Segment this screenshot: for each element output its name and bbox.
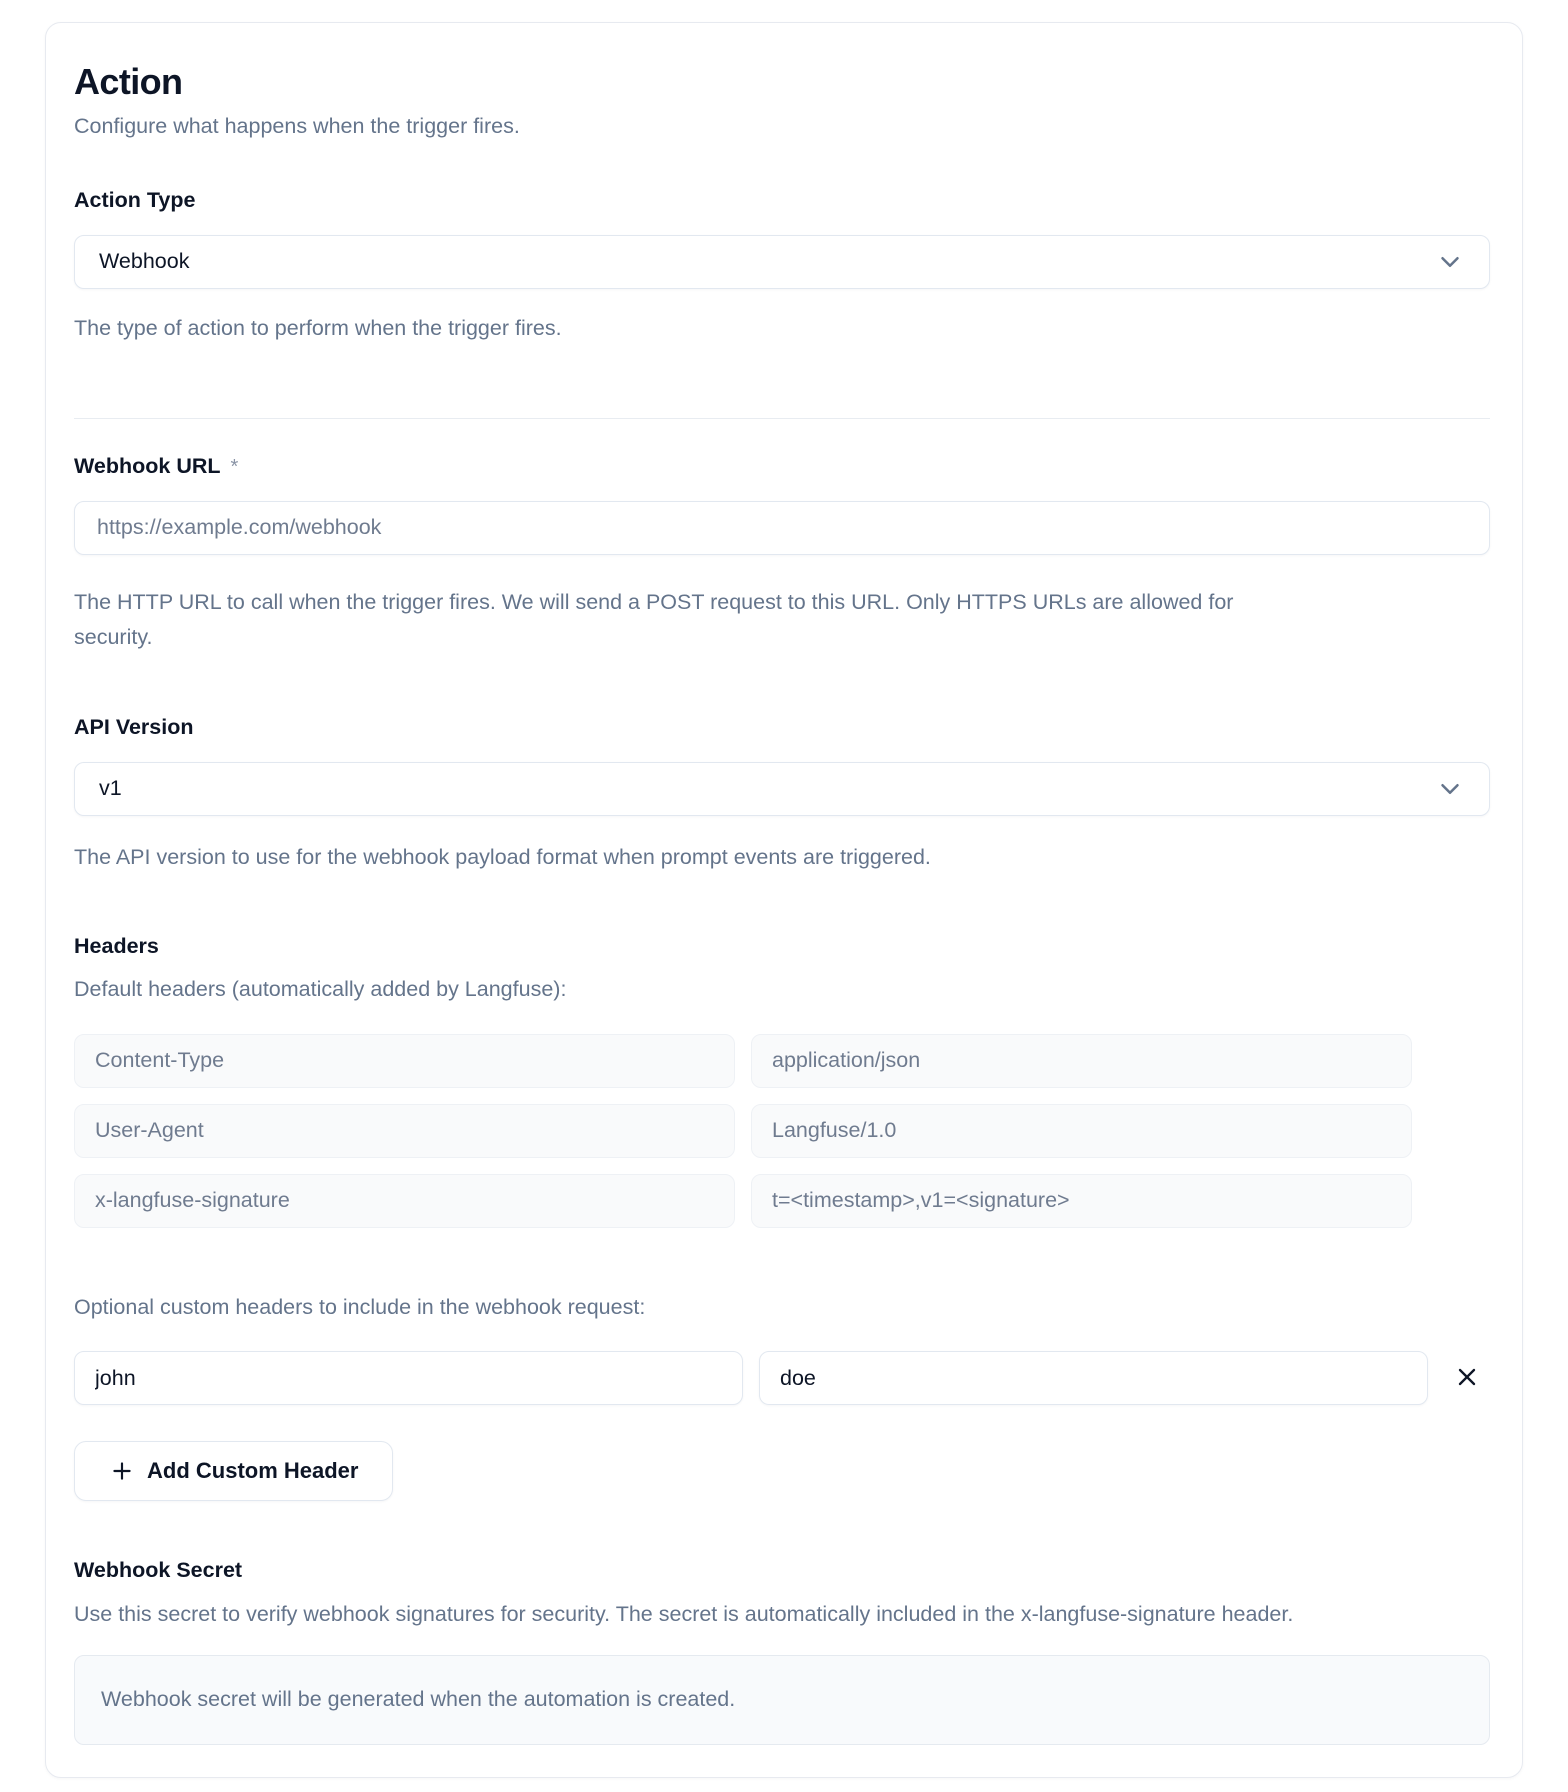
default-headers-caption: Default headers (automatically added by Langfuse): bbox=[74, 977, 567, 1002]
webhook-url-field bbox=[74, 453, 1490, 656]
webhook-url-help: The HTTP URL to call when the trigger fires. We will send a POST request to this URL. Only HTTPS URLs are allowed for security. bbox=[74, 589, 1234, 650]
webhook-url-input[interactable] bbox=[74, 501, 1490, 555]
section-divider bbox=[74, 418, 1490, 419]
custom-header-name-input[interactable] bbox=[74, 1351, 743, 1405]
plus-icon bbox=[109, 1458, 135, 1484]
webhook-secret-placeholder-text: Webhook secret will be generated when the automation is created. bbox=[101, 1687, 736, 1712]
webhook-url-label-text: Webhook URL bbox=[74, 453, 221, 478]
headers-section bbox=[74, 933, 1490, 1501]
default-header-name-input bbox=[74, 1104, 735, 1158]
default-header-name-input bbox=[74, 1174, 735, 1228]
default-header-value-input bbox=[751, 1104, 1412, 1158]
custom-header-row bbox=[74, 1351, 1490, 1405]
action-card bbox=[45, 22, 1523, 1778]
action-type-selected-value: Webhook bbox=[99, 249, 190, 273]
remove-header-button[interactable] bbox=[1444, 1355, 1490, 1401]
default-header-name-input bbox=[74, 1034, 735, 1088]
api-version-select[interactable] bbox=[74, 762, 1490, 816]
table-row bbox=[74, 1104, 1412, 1158]
table-row bbox=[74, 1034, 1412, 1088]
chevron-down-icon bbox=[1435, 247, 1465, 277]
add-custom-header-button[interactable] bbox=[74, 1441, 393, 1501]
add-custom-header-label: Add Custom Header bbox=[147, 1458, 359, 1484]
custom-headers-caption: Optional custom headers to include in the webhook request: bbox=[74, 1294, 646, 1319]
webhook-secret-section bbox=[74, 1557, 1490, 1744]
api-version-label: API Version bbox=[74, 714, 194, 739]
custom-header-value-input[interactable] bbox=[759, 1351, 1428, 1405]
action-type-help: The type of action to perform when the trigger fires. bbox=[74, 315, 562, 340]
page-subtitle: Configure what happens when the trigger fires. bbox=[74, 114, 520, 139]
table-row bbox=[74, 1174, 1412, 1228]
api-version-selected-value: v1 bbox=[99, 776, 122, 801]
api-version-help: The API version to use for the webhook payload format when prompt events are triggered. bbox=[74, 844, 931, 869]
close-icon bbox=[1453, 1363, 1481, 1394]
page-title: Action bbox=[74, 61, 183, 102]
webhook-secret-label: Webhook Secret bbox=[74, 1558, 243, 1583]
chevron-down-icon bbox=[1435, 774, 1465, 804]
default-header-value-input bbox=[751, 1174, 1412, 1228]
default-headers-list bbox=[74, 1034, 1490, 1228]
webhook-url-label bbox=[74, 453, 1490, 481]
default-header-value-input bbox=[751, 1034, 1412, 1088]
headers-label: Headers bbox=[74, 934, 159, 959]
api-version-field bbox=[74, 714, 1490, 875]
webhook-secret-placeholder-box bbox=[74, 1655, 1490, 1745]
required-asterisk: * bbox=[230, 455, 239, 478]
webhook-secret-help: Use this secret to verify webhook signatures for security. The secret is automatically included in the x-langfuse-signature header. bbox=[74, 1602, 1294, 1627]
action-type-label: Action Type bbox=[74, 187, 196, 212]
action-type-select[interactable] bbox=[74, 235, 1490, 289]
action-type-field bbox=[74, 187, 1490, 346]
